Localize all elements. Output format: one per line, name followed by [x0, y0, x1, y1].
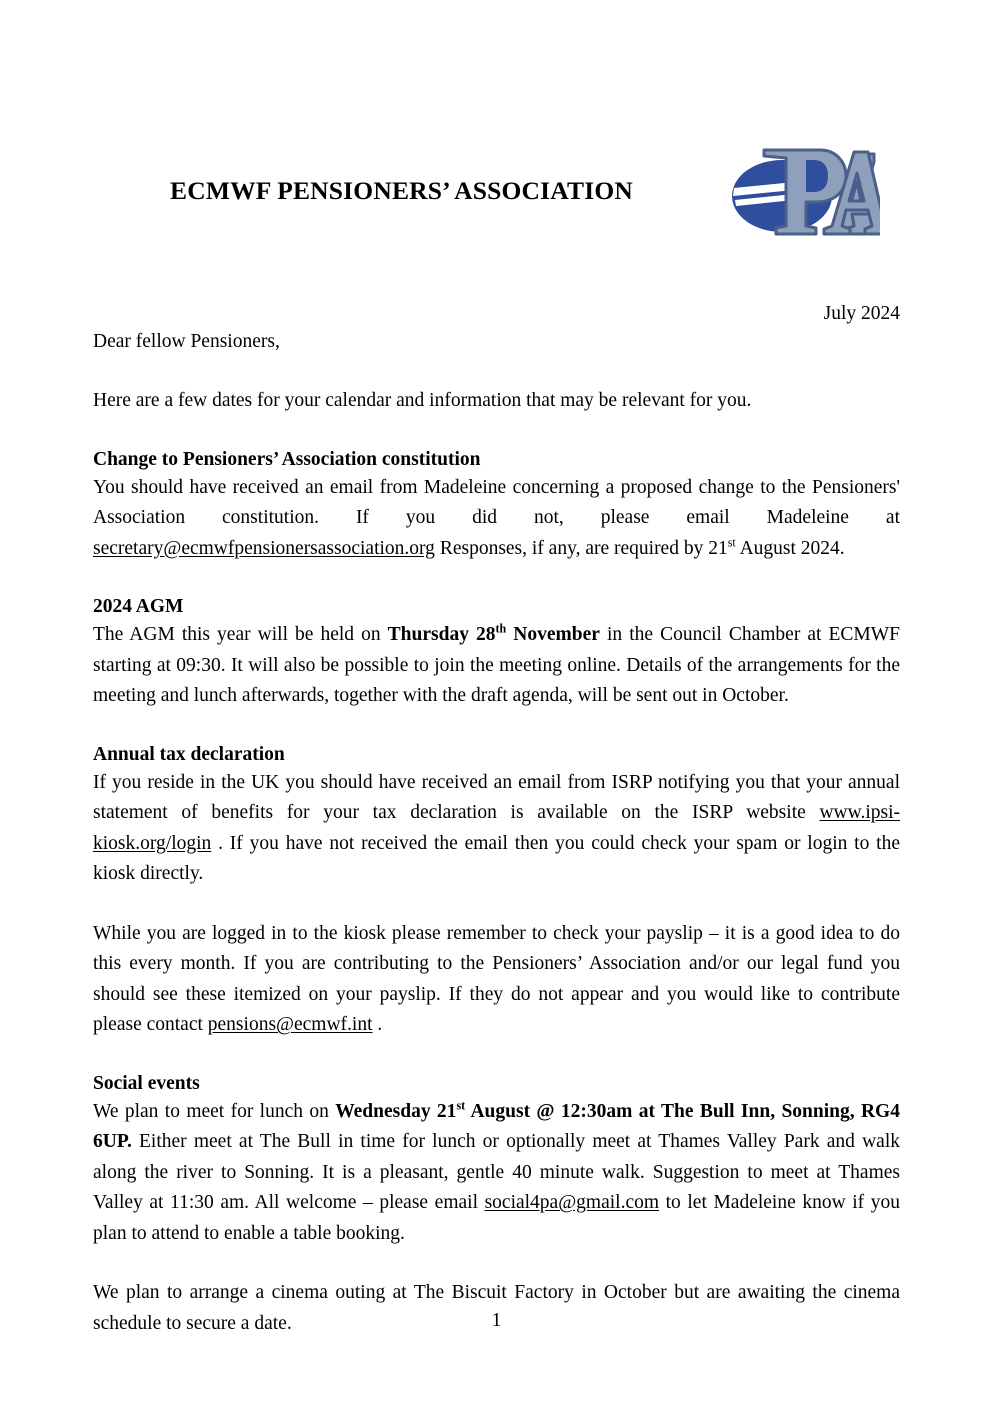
section-heading: 2024 AGM	[93, 596, 184, 617]
body-text: . If you have not received the email then you could check your spam or login to the kiosk directly.	[93, 832, 900, 884]
bold-text: Wednesday 21	[335, 1100, 457, 1122]
document-date: July 2024	[823, 303, 900, 324]
body-text: The AGM this year will be held on	[93, 624, 388, 645]
ordinal-suffix: st	[727, 535, 736, 549]
inline-link[interactable]: pensions@ecmwf.int	[207, 1014, 373, 1035]
page-title: ECMWF PENSIONERS’ ASSOCIATION	[170, 176, 633, 206]
section-heading: Change to Pensioners’ Association constitution	[93, 448, 481, 470]
body-text: While you are logged in to the kiosk please remember to check your payslip – it is a good idea to do this every month. If you are contributing to the Pensioners’ Association and/or our legal fund you should see these itemized on your payslip. If they do not appear and you would like to contribute please contact	[93, 922, 900, 1035]
section-heading: Annual tax declaration	[93, 743, 285, 765]
spacer	[93, 890, 900, 919]
spacer	[93, 1249, 900, 1278]
bold-text: August @ 12:30am at The Bull Inn, Sonning, RG4 6UP.	[93, 1100, 900, 1152]
spacer	[93, 417, 900, 446]
bold-text: Thursday 28	[387, 624, 496, 645]
spacer	[93, 355, 900, 386]
body-text: We plan to meet for lunch on	[93, 1100, 336, 1122]
inline-link[interactable]: www.ipsi-kiosk.org/login	[93, 802, 900, 854]
ordinal-suffix: th	[495, 621, 507, 636]
spacer	[93, 564, 900, 593]
inline-link[interactable]: social4pa@gmail.com	[484, 1192, 660, 1213]
spacer	[93, 712, 900, 741]
section-paragraph	[93, 768, 900, 890]
section-paragraph	[93, 1097, 900, 1250]
spacer	[93, 1041, 900, 1070]
body-text: Responses, if any, are required by 21	[434, 537, 728, 559]
salutation: Dear fellow Pensioners,	[93, 331, 280, 352]
sections-container	[93, 417, 900, 1340]
body-text: .	[372, 1014, 383, 1035]
page-number: 1	[491, 1310, 502, 1331]
section-paragraph	[93, 620, 900, 712]
section-paragraph	[93, 919, 900, 1041]
page-content	[93, 0, 900, 1339]
body-text: Either meet at The Bull in time for lunch or optionally meet at Thames Valley Park and walk along the river to Sonning. It is a pleasant, gentle 40 minute walk. Suggestion to meet at Thames Valley at 11:30 am. All welcome – please email	[93, 1131, 900, 1213]
body-text: in the Council Chamber at ECMWF starting at 09:30. It will also be possible to join the meeting online. Details of the arrangements for the meeting and lunch afterwards, together with the draft agenda, will be sent out in October.	[93, 624, 901, 706]
body-text: We plan to arrange a cinema outing at The Biscuit Factory in October but are awaiting the cinema schedule to secure a date.	[93, 1282, 900, 1334]
pa-logo-icon	[720, 140, 880, 244]
body-text: You should have received an email from Madeleine concerning a proposed change to the Pensioners' Association constitution. If you did not, please email Madeleine at	[93, 476, 900, 528]
inline-link[interactable]: secretary@ecmwfpensionersassociation.org	[93, 537, 435, 559]
section-heading: Social events	[93, 1072, 200, 1094]
intro-paragraph: Here are a few dates for your calendar and information that may be relevant for you.	[93, 390, 752, 411]
bold-text: November	[506, 624, 600, 645]
body-text: August 2024.	[735, 537, 845, 559]
body-text: to let Madeleine know if you plan to attend to enable a table booking.	[93, 1192, 900, 1244]
ordinal-suffix: st	[456, 1098, 466, 1112]
body-text: If you reside in the UK you should have received an email from ISRP notifying you that your annual statement of benefits for your tax declaration is available on the ISRP website	[93, 771, 900, 823]
document-header	[93, 148, 900, 268]
section-paragraph	[93, 473, 900, 565]
